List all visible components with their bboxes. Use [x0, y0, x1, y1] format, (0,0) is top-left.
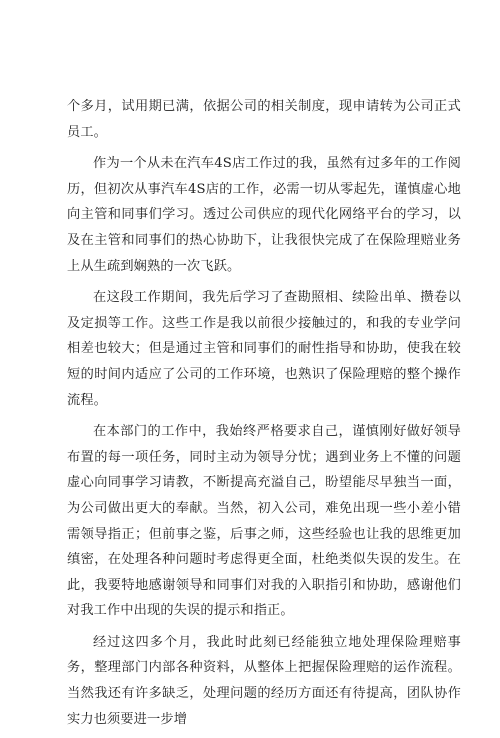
paragraph-3: 在这段工作期间，我先后学习了查勘照相、续险出单、攒卷以及定损等工作。这些工作是我以前很少接触过的，和我的专业学问相差也较大；但是通过主管和同事们的耐性指导和协助，使我在较短的时间内适应了公司的工作环境，也熟识了保险理赔的整个操作流程。: [67, 290, 461, 408]
paragraph-5: 经过这四多个月，我此时此刻已经能独立地处理保险理赔事务，整理部门内部各种资料，从整体上把握保险理赔的运作流程。当然我还有许多缺乏，处理问题的经历方面还有待提高，团队协作实力也须要进一步增: [67, 634, 461, 727]
paragraph-2: 作为一个从未在汽车4S店工作过的我，虽然有过多年的工作阅历，但初次从事汽车4S店的工作，必需一切从零起先，谨慎虚心地向主管和同事们学习。透过公司供应的现代化网络平台的学习，以及在主管和同事们的热心协助下，让我很快完成了在保险理赔业务上从生疏到娴熟的一次飞跃。: [67, 156, 461, 274]
document-body: [67, 94, 461, 738]
paragraph-1: 个多月，试用期已满，依据公司的相关制度，现申请转为公司正式员工。: [67, 99, 461, 140]
paragraph-4: 在本部门的工作中，我始终严格要求自己，谨慎刚好做好领导布置的每一项任务，同时主动为领导分忧；遇到业务上不懂的问题虚心向同事学习请教，不断提高充溢自己，盼望能尽早独当一面，为公司做出更大的奉献。当然，初入公司，难免出现一些小差小错需领导指正；但前事之鉴，后事之师，这些经验也让我的思维更加缜密，在处理各种问题时考虑得更全面，杜绝类似失误的发生。在此，我要特地感谢领导和同事们对我的入职指引和协助，感谢他们对我工作中出现的失误的提示和指正。: [67, 424, 461, 619]
